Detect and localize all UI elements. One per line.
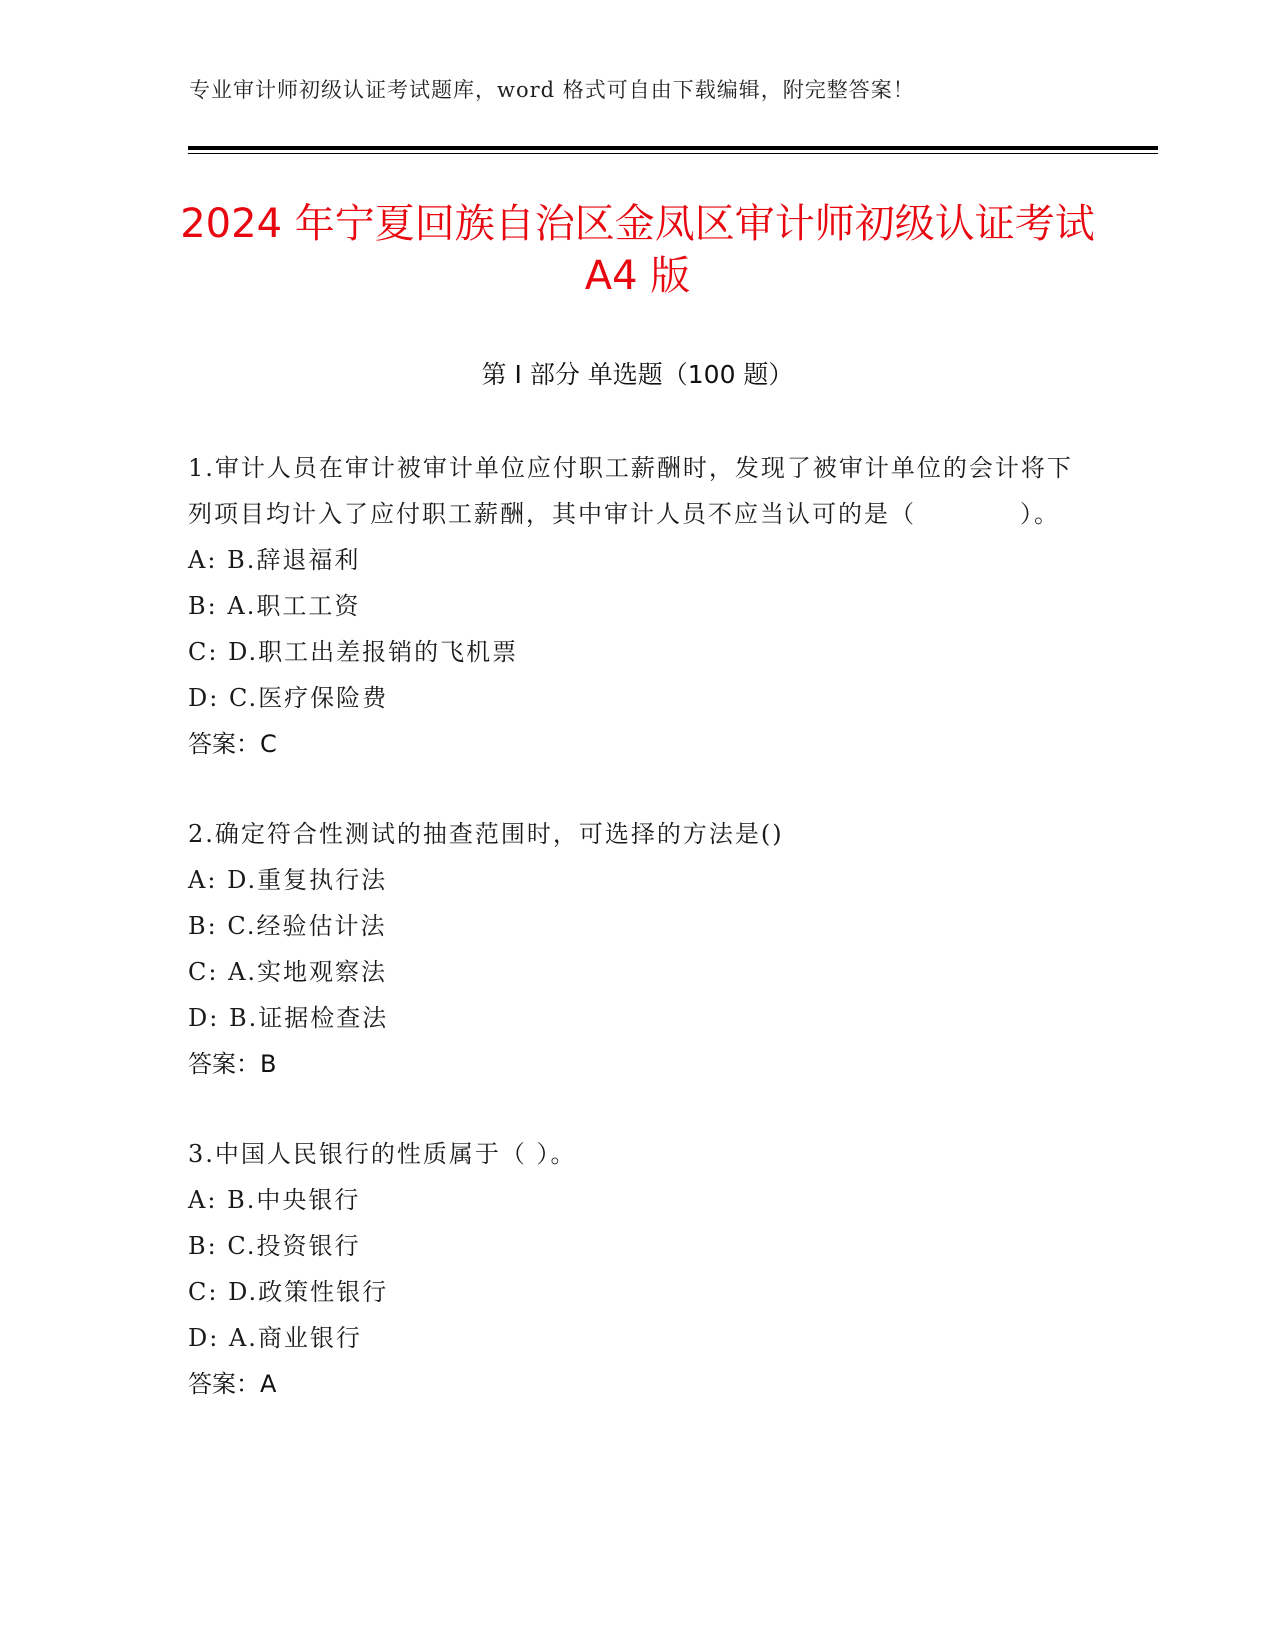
option-text: A.商业银行	[228, 1324, 362, 1352]
question-option-a	[188, 537, 1088, 583]
option-text: B.中央银行	[227, 1186, 361, 1214]
option-text: D.政策性银行	[228, 1278, 389, 1306]
header-divider-thick	[188, 146, 1158, 150]
option-text: D.职工出差报销的飞机票	[228, 638, 519, 666]
option-label: B:	[188, 912, 218, 940]
question-1	[188, 445, 1088, 767]
question-option-b	[188, 583, 1088, 629]
question-option-d	[188, 1315, 1088, 1361]
question-answer: 答案：B	[188, 1050, 277, 1078]
question-option-a	[188, 1177, 1088, 1223]
page-header: 专业审计师初级认证考试题库，word 格式可自由下载编辑，附完整答案！	[189, 78, 915, 102]
option-label: A:	[188, 1186, 218, 1214]
document-title: 2024 年宁夏回族自治区金凤区审计师初级认证考试 A4 版	[180, 201, 1095, 299]
option-label: B:	[188, 592, 218, 620]
question-option-c	[188, 1269, 1088, 1315]
section-heading: 第 I 部分 单选题（100 题）	[481, 360, 794, 389]
option-label: C:	[188, 638, 219, 666]
question-3	[188, 1131, 1088, 1407]
option-text: A.职工工资	[227, 592, 361, 620]
option-text: C.医疗保险费	[228, 684, 389, 712]
option-label: D:	[188, 1004, 220, 1032]
question-option-d	[188, 675, 1088, 721]
header-divider-thin	[188, 153, 1158, 154]
option-label: C:	[188, 958, 219, 986]
question-list	[188, 445, 1088, 1451]
option-label: D:	[188, 1324, 220, 1352]
question-stem: 3.中国人民银行的性质属于（ ）。	[188, 1140, 577, 1168]
question-option-b	[188, 903, 1088, 949]
option-text: D.重复执行法	[227, 866, 388, 894]
option-text: B.辞退福利	[227, 546, 361, 574]
question-answer: 答案：C	[188, 730, 277, 758]
question-stem: 2.确定符合性测试的抽查范围时，可选择的方法是()	[188, 820, 784, 848]
option-label: C:	[188, 1278, 219, 1306]
question-option-c	[188, 949, 1088, 995]
question-option-a	[188, 857, 1088, 903]
question-2	[188, 811, 1088, 1087]
option-label: B:	[188, 1232, 218, 1260]
option-label: A:	[188, 546, 218, 574]
question-option-b	[188, 1223, 1088, 1269]
option-text: C.投资银行	[227, 1232, 361, 1260]
question-stem: 1.审计人员在审计被审计单位应付职工薪酬时，发现了被审计单位的会计将下列项目均计入了应付职工薪酬，其中审计人员不应当认可的是（ ）。	[188, 454, 1073, 528]
option-text: A.实地观察法	[228, 958, 388, 986]
option-text: C.经验估计法	[227, 912, 387, 940]
option-text: B.证据检查法	[228, 1004, 389, 1032]
question-option-d	[188, 995, 1088, 1041]
question-option-c	[188, 629, 1088, 675]
question-answer: 答案：A	[188, 1370, 277, 1398]
option-label: D:	[188, 684, 220, 712]
option-label: A:	[188, 866, 218, 894]
